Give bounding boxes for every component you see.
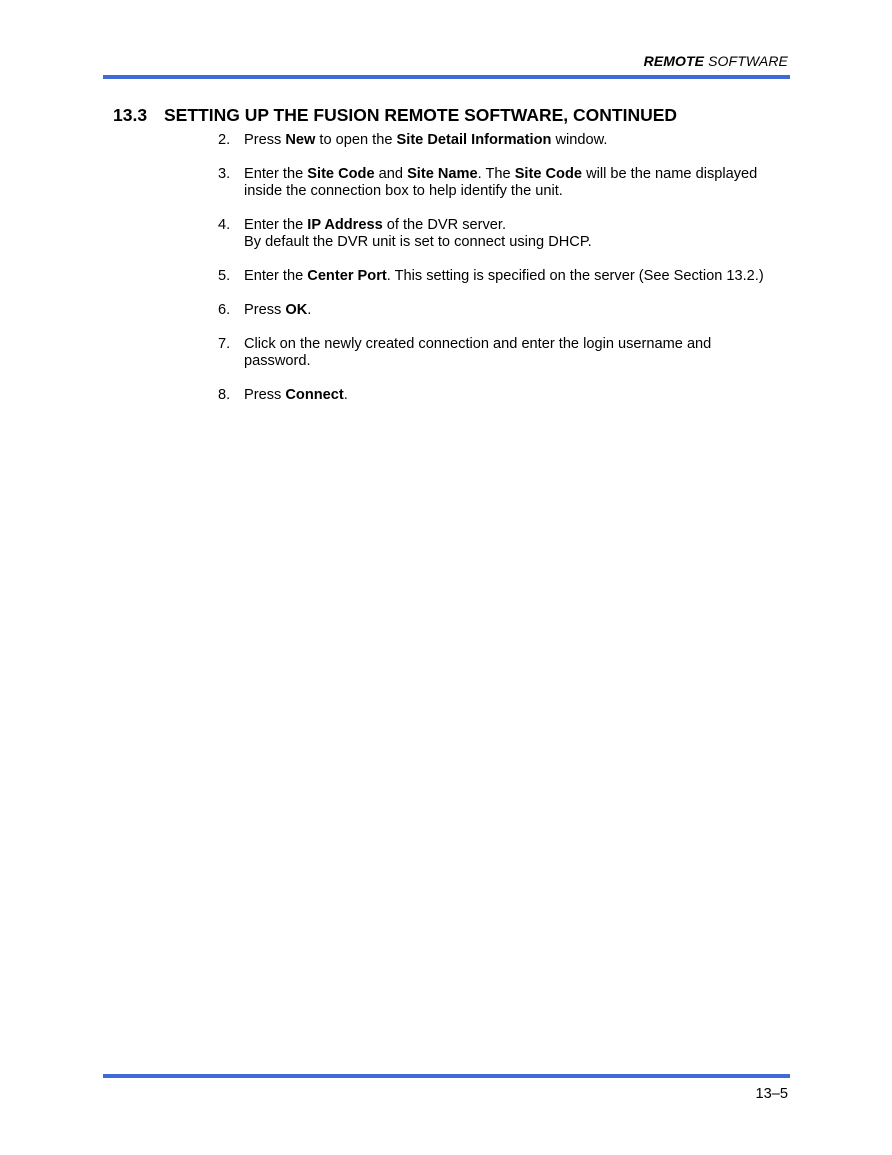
section-title: SETTING UP THE FUSION REMOTE SOFTWARE, CONTINUED <box>164 105 678 125</box>
step-number: 7. <box>218 336 231 352</box>
step-emphasis: Site Code <box>307 166 375 182</box>
step-text <box>244 387 778 404</box>
step-emphasis: Site Name <box>407 166 478 182</box>
step-text <box>244 302 778 319</box>
step-text-run: window. <box>551 132 608 148</box>
step-text <box>244 268 778 285</box>
running-header <box>644 53 788 69</box>
list-item <box>218 268 778 285</box>
step-text-run: Click on the newly created connection and enter the login username and password. <box>244 336 712 369</box>
step-number: 6. <box>218 302 231 318</box>
step-text-run: . <box>343 387 348 403</box>
step-text-run: of the DVR server. <box>382 217 507 233</box>
step-emphasis: Site Detail Information <box>396 132 552 148</box>
header-rest-word: SOFTWARE <box>704 53 788 69</box>
step-text-run: and <box>374 166 408 182</box>
step-number: 2. <box>218 132 231 148</box>
header-strong-word: REMOTE <box>643 53 705 69</box>
page-number: 13–5 <box>755 1086 788 1102</box>
step-number: 4. <box>218 217 231 233</box>
footer-rule <box>103 1074 790 1078</box>
step-number: 8. <box>218 387 231 403</box>
list-item <box>218 217 778 251</box>
step-text-run: . <box>307 302 312 318</box>
list-item <box>218 166 778 200</box>
step-text <box>244 132 778 149</box>
step-text-run: will be the name displayed inside the connection box to help identify the unit. <box>244 166 758 199</box>
step-emphasis: OK <box>285 302 308 318</box>
step-text <box>244 336 778 370</box>
list-item <box>218 336 778 370</box>
step-emphasis: Center Port <box>307 268 387 284</box>
section-heading <box>113 105 677 126</box>
step-text-run: Enter the <box>244 166 308 182</box>
step-emphasis: Connect <box>285 387 344 403</box>
step-text-run: . The <box>477 166 515 182</box>
step-text-run: Press <box>244 302 286 318</box>
header-rule <box>103 75 790 79</box>
step-number: 5. <box>218 268 231 284</box>
steps-list <box>218 132 778 421</box>
list-item <box>218 132 778 149</box>
section-number: 13.3 <box>113 105 148 125</box>
step-emphasis: IP Address <box>307 217 383 233</box>
list-item <box>218 387 778 404</box>
step-text <box>244 217 778 251</box>
step-text-run: Press <box>244 132 286 148</box>
step-number: 3. <box>218 166 231 182</box>
step-text-run: Enter the <box>244 268 308 284</box>
step-text-run: to open the <box>315 132 397 148</box>
step-text-run: Enter the <box>244 217 308 233</box>
step-text-run: . This setting is specified on the server (See Section 13.2.) <box>386 268 764 284</box>
step-text-run: Press <box>244 387 286 403</box>
step-emphasis: Site Code <box>514 166 583 182</box>
step-text <box>244 166 778 200</box>
list-item <box>218 302 778 319</box>
step-text-run: By default the DVR unit is set to connect using DHCP. <box>244 234 592 250</box>
step-emphasis: New <box>285 132 316 148</box>
